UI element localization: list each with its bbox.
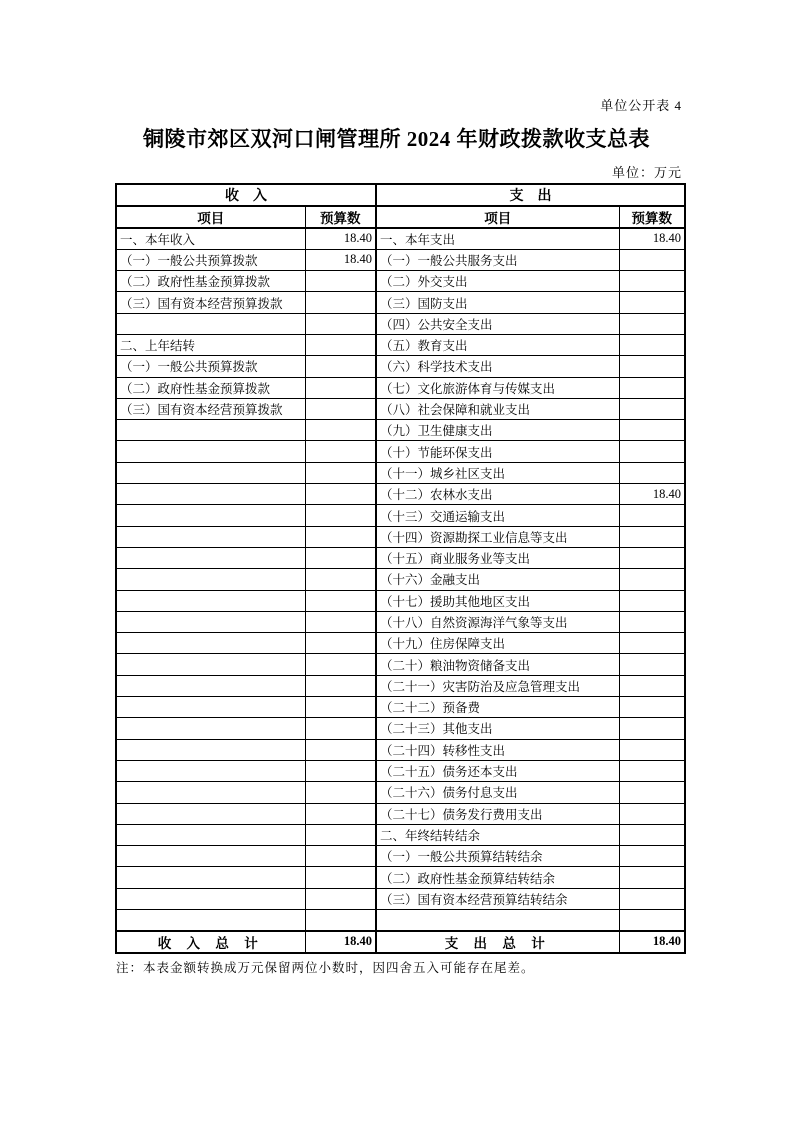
expense-item-cell: （十九）住房保障支出: [376, 633, 619, 654]
section-header-row: [116, 184, 685, 206]
income-item-column-header: 项目: [116, 206, 305, 228]
table-row: [116, 590, 685, 611]
income-value-cell: [305, 377, 376, 398]
expense-item-cell: （七）文化旅游体育与传媒支出: [376, 377, 619, 398]
income-item-cell: [116, 547, 305, 568]
table-row: [116, 910, 685, 931]
income-item-cell: [116, 718, 305, 739]
expense-value-cell: [619, 292, 685, 313]
table-row: [116, 760, 685, 781]
table-row: [116, 611, 685, 632]
expense-item-cell: [376, 910, 619, 931]
income-value-cell: [305, 569, 376, 590]
income-value-cell: 18.40: [305, 249, 376, 270]
expense-value-cell: [619, 697, 685, 718]
income-item-cell: [116, 910, 305, 931]
expense-item-cell: （二十六）债务付息支出: [376, 782, 619, 803]
expense-value-cell: [619, 398, 685, 419]
expense-value-cell: [619, 824, 685, 845]
table-row: [116, 654, 685, 675]
income-value-cell: [305, 824, 376, 845]
expense-item-cell: （二十三）其他支出: [376, 718, 619, 739]
income-value-cell: [305, 846, 376, 867]
expense-item-cell: （一）一般公共预算结转结余: [376, 846, 619, 867]
income-item-cell: [116, 420, 305, 441]
income-item-cell: [116, 505, 305, 526]
table-row: [116, 271, 685, 292]
income-value-cell: [305, 441, 376, 462]
table-row: [116, 739, 685, 760]
table-row: [116, 356, 685, 377]
income-item-cell: （三）国有资本经营预算拨款: [116, 398, 305, 419]
income-item-cell: [116, 484, 305, 505]
expense-value-cell: [619, 760, 685, 781]
expense-item-cell: （六）科学技术支出: [376, 356, 619, 377]
footnote: 注：本表金额转换成万元保留两位小数时，因四舍五入可能存在尾差。: [116, 961, 535, 975]
expense-item-cell: （二十五）债务还本支出: [376, 760, 619, 781]
income-item-cell: [116, 590, 305, 611]
expense-item-cell: （三）国有资本经营预算结转结余: [376, 888, 619, 909]
income-item-cell: [116, 462, 305, 483]
expense-value-cell: 18.40: [619, 228, 685, 249]
income-value-cell: [305, 782, 376, 803]
table-row: [116, 313, 685, 334]
expense-item-column-header: 项目: [376, 206, 619, 228]
income-item-cell: [116, 782, 305, 803]
income-item-cell: [116, 760, 305, 781]
expense-value-cell: [619, 441, 685, 462]
expense-value-cell: [619, 526, 685, 547]
expense-item-cell: （二十）粮油物资储备支出: [376, 654, 619, 675]
income-item-cell: （一）一般公共预算拨款: [116, 249, 305, 270]
income-value-cell: [305, 505, 376, 526]
table-row: [116, 697, 685, 718]
income-item-cell: （三）国有资本经营预算拨款: [116, 292, 305, 313]
income-item-cell: [116, 441, 305, 462]
expense-item-cell: （二）政府性基金预算结转结余: [376, 867, 619, 888]
table-row: [116, 888, 685, 909]
expense-item-cell: （十六）金融支出: [376, 569, 619, 590]
expense-value-cell: [619, 249, 685, 270]
expense-value-cell: [619, 590, 685, 611]
table-row: [116, 633, 685, 654]
income-budget-column-header: 预算数: [305, 206, 376, 228]
expense-value-cell: [619, 377, 685, 398]
income-value-cell: [305, 654, 376, 675]
income-item-cell: [116, 675, 305, 696]
expense-value-cell: [619, 633, 685, 654]
income-value-cell: [305, 547, 376, 568]
table-body: [116, 228, 685, 931]
expense-item-cell: （五）教育支出: [376, 334, 619, 355]
income-value-cell: [305, 590, 376, 611]
expense-value-cell: [619, 611, 685, 632]
expense-item-cell: （二）外交支出: [376, 271, 619, 292]
table-row: [116, 505, 685, 526]
income-section-header: 收 入: [116, 184, 376, 206]
page-title: 铜陵市郊区双河口闸管理所 2024 年财政拨款收支总表: [143, 127, 650, 151]
expense-value-cell: [619, 867, 685, 888]
table-row: [116, 569, 685, 590]
table-row: [116, 292, 685, 313]
expense-value-cell: [619, 803, 685, 824]
income-value-cell: [305, 271, 376, 292]
table-header: [116, 184, 685, 228]
expense-item-cell: （二十七）债务发行费用支出: [376, 803, 619, 824]
income-value-cell: [305, 633, 376, 654]
income-value-cell: [305, 356, 376, 377]
table-row: [116, 675, 685, 696]
expense-item-cell: 一、本年支出: [376, 228, 619, 249]
form-number-label: 单位公开表 4: [600, 98, 682, 113]
income-value-cell: [305, 292, 376, 313]
expense-item-cell: （四）公共安全支出: [376, 313, 619, 334]
expense-value-cell: [619, 505, 685, 526]
income-item-cell: （二）政府性基金预算拨款: [116, 377, 305, 398]
income-value-cell: [305, 739, 376, 760]
table-row: [116, 547, 685, 568]
income-item-cell: [116, 611, 305, 632]
table-row: [116, 782, 685, 803]
income-value-cell: [305, 334, 376, 355]
income-value-cell: [305, 718, 376, 739]
income-item-cell: [116, 526, 305, 547]
income-item-cell: [116, 654, 305, 675]
expense-section-header: 支 出: [376, 184, 685, 206]
table-row: [116, 526, 685, 547]
expense-item-cell: （十四）资源勘探工业信息等支出: [376, 526, 619, 547]
expense-value-cell: [619, 271, 685, 292]
income-value-cell: [305, 313, 376, 334]
income-value-cell: [305, 462, 376, 483]
income-value-cell: [305, 888, 376, 909]
table-row: [116, 867, 685, 888]
expense-item-cell: （十二）农林水支出: [376, 484, 619, 505]
table-row: [116, 824, 685, 845]
table-row: [116, 228, 685, 249]
expense-item-cell: （三）国防支出: [376, 292, 619, 313]
expense-item-cell: （十八）自然资源海洋气象等支出: [376, 611, 619, 632]
expense-value-cell: [619, 782, 685, 803]
unit-label: 单位：万元: [611, 165, 682, 180]
income-item-cell: （二）政府性基金预算拨款: [116, 271, 305, 292]
table-row: [116, 846, 685, 867]
income-value-cell: [305, 611, 376, 632]
income-item-cell: [116, 697, 305, 718]
income-item-cell: [116, 888, 305, 909]
table-row: [116, 462, 685, 483]
expense-value-cell: [619, 462, 685, 483]
income-value-cell: [305, 910, 376, 931]
income-item-cell: [116, 569, 305, 590]
income-item-cell: [116, 867, 305, 888]
expense-value-cell: 18.40: [619, 484, 685, 505]
expense-value-cell: [619, 547, 685, 568]
table-footer: [116, 931, 685, 953]
expense-value-cell: [619, 420, 685, 441]
expense-item-cell: （十五）商业服务业等支出: [376, 547, 619, 568]
table-row: [116, 484, 685, 505]
expense-item-cell: （十七）援助其他地区支出: [376, 590, 619, 611]
expense-value-cell: [619, 313, 685, 334]
expense-item-cell: （十）节能环保支出: [376, 441, 619, 462]
table-row: [116, 398, 685, 419]
income-total-label-cell: 收 入 总 计: [116, 931, 305, 953]
column-header-row: [116, 206, 685, 228]
table-row: [116, 420, 685, 441]
expense-item-cell: （十三）交通运输支出: [376, 505, 619, 526]
expense-value-cell: [619, 675, 685, 696]
expense-value-cell: [619, 569, 685, 590]
expense-value-cell: [619, 654, 685, 675]
table-row: [116, 441, 685, 462]
total-row: [116, 931, 685, 953]
income-item-cell: [116, 803, 305, 824]
expense-value-cell: [619, 910, 685, 931]
expense-total-label-cell: 支 出 总 计: [376, 931, 619, 953]
expense-value-cell: [619, 356, 685, 377]
table-row: [116, 718, 685, 739]
income-item-cell: [116, 824, 305, 845]
expense-item-cell: 二、年终结转结余: [376, 824, 619, 845]
income-value-cell: [305, 803, 376, 824]
income-item-cell: [116, 739, 305, 760]
income-value-cell: 18.40: [305, 228, 376, 249]
income-value-cell: [305, 867, 376, 888]
income-value-cell: [305, 398, 376, 419]
income-item-cell: 一、本年收入: [116, 228, 305, 249]
table-row: [116, 249, 685, 270]
expense-item-cell: （八）社会保障和就业支出: [376, 398, 619, 419]
budget-table: [115, 183, 686, 954]
expense-total-value-cell: 18.40: [619, 931, 685, 953]
income-value-cell: [305, 484, 376, 505]
income-value-cell: [305, 760, 376, 781]
table-row: [116, 334, 685, 355]
expense-item-cell: （二十四）转移性支出: [376, 739, 619, 760]
income-value-cell: [305, 697, 376, 718]
income-item-cell: 二、上年结转: [116, 334, 305, 355]
expense-value-cell: [619, 888, 685, 909]
expense-item-cell: （一）一般公共服务支出: [376, 249, 619, 270]
expense-value-cell: [619, 846, 685, 867]
income-value-cell: [305, 420, 376, 441]
income-item-cell: （一）一般公共预算拨款: [116, 356, 305, 377]
expense-item-cell: （二十一）灾害防治及应急管理支出: [376, 675, 619, 696]
income-total-value-cell: 18.40: [305, 931, 376, 953]
expense-budget-column-header: 预算数: [619, 206, 685, 228]
expense-item-cell: （二十二）预备费: [376, 697, 619, 718]
table-row: [116, 377, 685, 398]
income-value-cell: [305, 675, 376, 696]
income-item-cell: [116, 633, 305, 654]
income-item-cell: [116, 313, 305, 334]
expense-value-cell: [619, 718, 685, 739]
expense-item-cell: （九）卫生健康支出: [376, 420, 619, 441]
income-item-cell: [116, 846, 305, 867]
income-value-cell: [305, 526, 376, 547]
expense-item-cell: （十一）城乡社区支出: [376, 462, 619, 483]
table-row: [116, 803, 685, 824]
expense-value-cell: [619, 334, 685, 355]
expense-value-cell: [619, 739, 685, 760]
